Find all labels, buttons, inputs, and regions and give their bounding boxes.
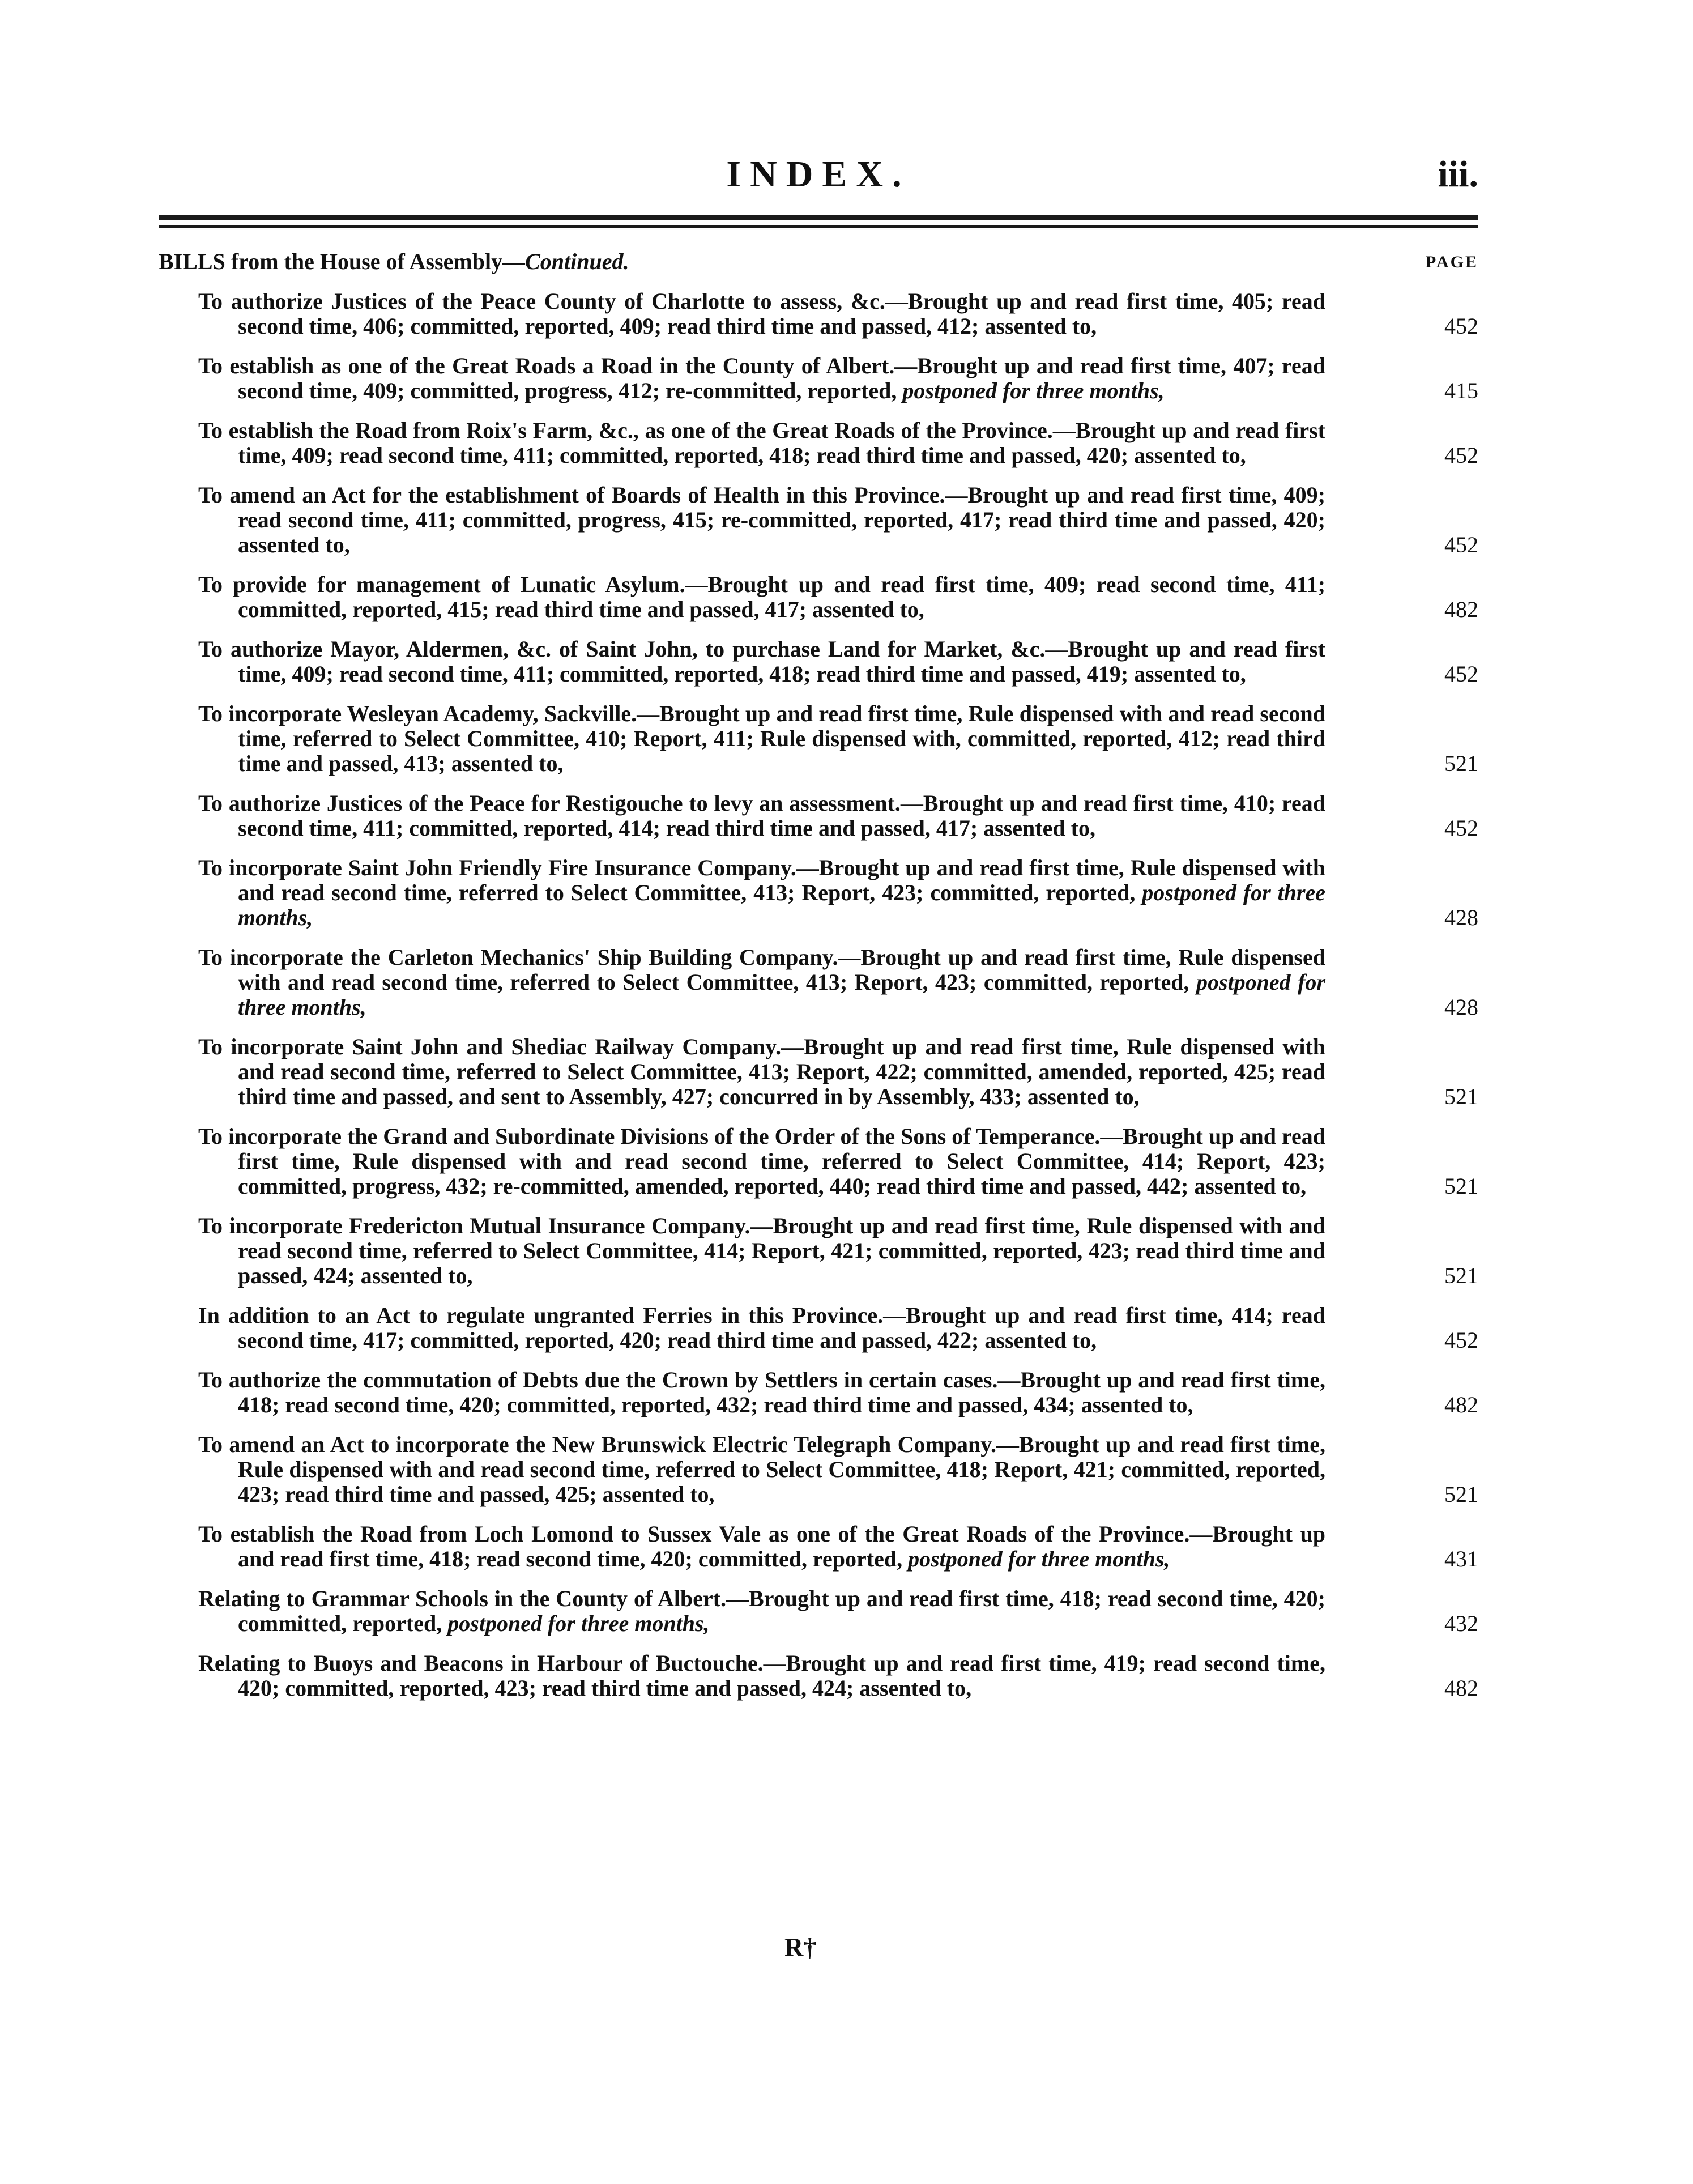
entry-text: To amend an Act to incorporate the New Brunswick Electric Telegraph Company.—Brought up and read first time, Rule dispensed with and read second time, referred to Select Committee, 418; Report, 421; committed, reported, 423; read third time and passed, 425; assented to, bbox=[198, 1432, 1325, 1507]
index-entries bbox=[159, 289, 1478, 1715]
index-entry bbox=[159, 572, 1478, 622]
entry-text: To authorize Justices of the Peace for Restigouche to levy an assessment.—Brought up and read first time, 410; read second time, 411; committed, reported, 414; read third time and passed, 417; assented to, bbox=[198, 790, 1325, 841]
entry-text: In addition to an Act to regulate ungranted Ferries in this Province.—Brought up and read first time, 414; read second time, 417; committed, reported, 420; read third time and passed, 422; assented to, bbox=[198, 1302, 1325, 1353]
entry-text: Relating to Buoys and Beacons in Harbour of Buctouche.—Brought up and read first time, 419; read second time, 420; committed, reported, 423; read third time and passed, 424; assented to, bbox=[198, 1650, 1325, 1701]
entry-text: To authorize the commutation of Debts due the Crown by Settlers in certain cases.—Brought up and read first time, 418; read second time, 420; committed, reported, 432; read third time and passed, 434; assented to, bbox=[198, 1367, 1325, 1417]
entry-text: To establish the Road from Loch Lomond to Sussex Vale as one of the Great Roads of the Province.—Brought up and read first time, 418; read second time, 420; committed, reported, postponed for three months, bbox=[198, 1521, 1325, 1572]
running-head bbox=[159, 153, 1478, 204]
entry-page-number: 482 bbox=[1444, 1675, 1478, 1701]
entry-text: To amend an Act for the establishment of Boards of Health in this Province.—Brought up and read first time, 409; read second time, 411; committed, progress, 415; re-committed, reported, 417; read third time and passed, 420; assented to, bbox=[198, 482, 1325, 557]
index-entry bbox=[159, 289, 1478, 339]
entry-page-number: 452 bbox=[1444, 1327, 1478, 1353]
entry-text: To authorize Mayor, Aldermen, &c. of Saint John, to purchase Land for Market, &c.—Brought up and read first time, 409; read second time, 411; committed, reported, 418; read third time and passed, 419; assented to, bbox=[198, 636, 1325, 687]
index-entry bbox=[159, 1651, 1478, 1701]
entry-page-number: 521 bbox=[1444, 1481, 1478, 1507]
entry-page-number: 482 bbox=[1444, 1392, 1478, 1417]
index-entry bbox=[159, 855, 1478, 930]
header-rule-thin bbox=[159, 225, 1478, 228]
index-entry bbox=[159, 791, 1478, 841]
index-entry bbox=[159, 637, 1478, 687]
entry-page-number: 521 bbox=[1444, 751, 1478, 776]
entry-text: To establish as one of the Great Roads a Road in the County of Albert.—Brought up and read first time, 407; read second time, 409; committed, progress, 412; re-committed, reported, postponed for three months, bbox=[198, 353, 1325, 403]
index-entry bbox=[159, 1034, 1478, 1109]
entry-page-number: 452 bbox=[1444, 442, 1478, 468]
entry-italic-note: postponed for three months, bbox=[902, 378, 1165, 403]
entry-text: To incorporate Saint John and Shediac Railway Company.—Brought up and read first time, Rule dispensed with and read second time, referred to Select Committee, 413; Report, 422; committed, amended, reported, 425; read third time and passed, and sent to Assembly, 427; concurred in by Assembly, 433; assented to, bbox=[198, 1034, 1325, 1109]
entry-page-number: 452 bbox=[1444, 532, 1478, 557]
entry-text: To provide for management of Lunatic Asylum.—Brought up and read first time, 409; read second time, 411; committed, reported, 415; read third time and passed, 417; assented to, bbox=[198, 572, 1325, 622]
entry-page-number: 521 bbox=[1444, 1173, 1478, 1199]
entry-text: To establish the Road from Roix's Farm, &c., as one of the Great Roads of the Province.—Brought up and read first time, 409; read second time, 411; committed, reported, 418; read third time and passed, 420; assented to, bbox=[198, 418, 1325, 468]
page-number: iii. bbox=[1438, 154, 1478, 195]
index-entry bbox=[159, 1586, 1478, 1636]
page-title: INDEX. bbox=[726, 154, 911, 195]
entry-page-number: 452 bbox=[1444, 313, 1478, 339]
index-entry bbox=[159, 1124, 1478, 1199]
entry-italic-note: postponed for three months, bbox=[447, 1611, 710, 1636]
entry-text: To incorporate Wesleyan Academy, Sackville.—Brought up and read first time, Rule dispensed with and read second time, referred to Select Committee, 410; Report, 411; Rule dispensed with, committed, reported, 412; read third time and passed, 413; assented to, bbox=[198, 701, 1325, 776]
index-entry bbox=[159, 1214, 1478, 1288]
signature-mark: R† bbox=[784, 1932, 817, 1961]
section-title-text: BILLS from the House of Assembly bbox=[159, 249, 503, 274]
entry-page-number: 482 bbox=[1444, 597, 1478, 622]
entry-text: To incorporate Saint John Friendly Fire Insurance Company.—Brought up and read first time, Rule dispensed with and read second time, referred to Select Committee, 413; Report, 423; committed, reported, postponed for three months, bbox=[198, 855, 1326, 930]
index-entry bbox=[159, 1368, 1478, 1417]
entry-text: To incorporate the Carleton Mechanics' Ship Building Company.—Brought up and read first time, Rule dispensed with and read second time, referred to Select Committee, 413; Report, 423; committed, reported, postponed for three months, bbox=[198, 944, 1325, 1020]
entry-page-number: 452 bbox=[1444, 815, 1478, 841]
index-entry bbox=[159, 418, 1478, 468]
header-rule-thick bbox=[159, 215, 1478, 220]
entry-text: Relating to Grammar Schools in the County of Albert.—Brought up and read first time, 418; read second time, 420; committed, reported, postponed for three months, bbox=[198, 1586, 1325, 1636]
entry-page-number: 432 bbox=[1444, 1611, 1478, 1636]
index-entry bbox=[159, 1303, 1478, 1353]
entry-italic-note: postponed for three months, bbox=[908, 1546, 1170, 1572]
entry-page-number: 431 bbox=[1444, 1546, 1478, 1572]
index-entry bbox=[159, 354, 1478, 403]
section-heading bbox=[159, 248, 1478, 282]
entry-page-number: 428 bbox=[1444, 994, 1478, 1020]
page-column-label: PAGE bbox=[1425, 253, 1478, 271]
entry-text: To incorporate Fredericton Mutual Insurance Company.—Brought up and read first time, Rule dispensed with and read second time, referred to Select Committee, 414; Report, 421; committed, reported, 423; read third time and passed, 424; assented to, bbox=[198, 1213, 1325, 1288]
index-entry bbox=[159, 945, 1478, 1020]
entry-page-number: 452 bbox=[1444, 661, 1478, 687]
section-title bbox=[159, 249, 629, 274]
entry-italic-note: postponed for three months, bbox=[238, 880, 1326, 930]
entry-text: To authorize Justices of the Peace County of Charlotte to assess, &c.—Brought up and read first time, 405; read second time, 406; committed, reported, 409; read third time and passed, 412; assented to, bbox=[198, 288, 1325, 339]
index-entry bbox=[159, 1522, 1478, 1572]
entry-text: To incorporate the Grand and Subordinate Divisions of the Order of the Sons of Temperance.—Brought up and read first time, Rule dispensed with and read second time, referred to Select Committee, 414; Report, 423; committed, progress, 432; re-committed, amended, reported, 440; read third time and passed, 442; assented to, bbox=[198, 1123, 1325, 1199]
index-entry bbox=[159, 701, 1478, 776]
entry-italic-note: postponed for three months, bbox=[238, 969, 1325, 1020]
entry-page-number: 521 bbox=[1444, 1263, 1478, 1288]
entry-page-number: 428 bbox=[1444, 905, 1478, 930]
index-entry bbox=[159, 483, 1478, 557]
entry-page-number: 415 bbox=[1444, 378, 1478, 403]
index-entry bbox=[159, 1432, 1478, 1507]
section-continued: —Continued. bbox=[502, 249, 629, 274]
entry-page-number: 521 bbox=[1444, 1084, 1478, 1109]
